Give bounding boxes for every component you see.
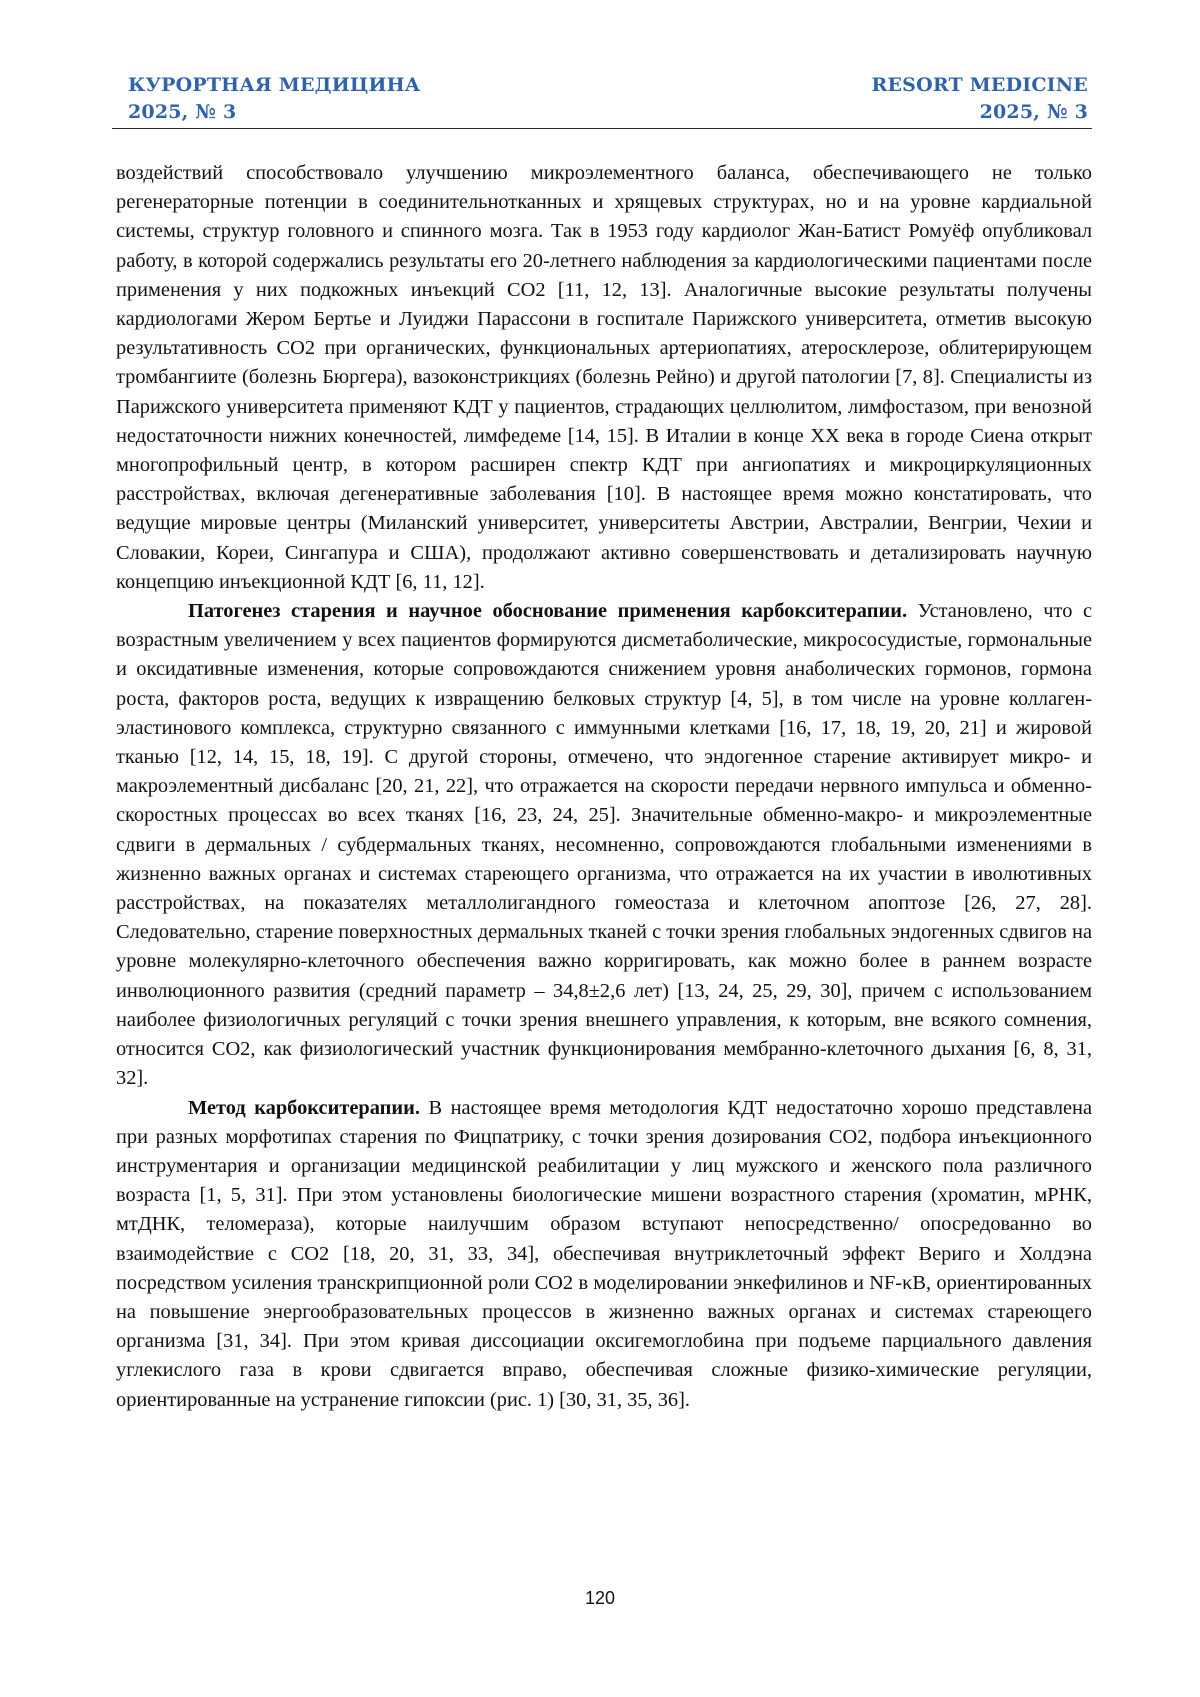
page-number: 120 (584, 1588, 616, 1608)
paragraph-method-text: В настоящее время методология КДТ недостаточно хорошо представлена при разных морфотипах старения по Фицпатрику, с точки зрения дозирования СО2, подбора инъекционного инструментария и организации медицинской реабилитации у лиц мужского и женского пола различного возраста [1, 5, 31]. При этом установлены биологические мишени возрастного старения (хроматин, мРНК, мтДНК, теломераза), которые наилучшим образом вступают непосредственно/ опосредованно во взаимодействие с СО2 [18, 20, 31, 33, 34], обеспечивая внутриклеточный эффект Вериго и Холдэна посредством усиления транскрипционной роли СО2 в моделировании энкефилинов и NF-κB, ориентированных на повышение энергообразовательных процессов в жизненно важных органах и системах стареющего организма [31, 34]. При этом кривая диссоциации оксигемоглобина при подъеме парциального давления углекислого газа в крови сдвигается вправо, обеспечивая сложные физико-химические регуляции, ориентированные на устранение гипоксии (рис. 1) [30, 31, 35, 36]. (116, 1096, 1093, 1411)
issue-number-en: 2025, № 3 (979, 101, 1088, 123)
running-header (112, 72, 1092, 129)
paragraph-pathogenesis-text: Установлено, что с возрастным увеличением у всех пациентов формируются дисметаболические, микрососудистые, гормональные и оксидативные изменения, которые сопровождаются снижением уровня анаболических гормонов, гормона роста, факторов роста, ведущих к извращению белковых структур [4, 5], в том числе на уровне коллаген-эластинового комплекса, структурно связанного с иммунными клетками [16, 17, 18, 19, 20, 21] и жировой тканью [12, 14, 15, 18, 19]. С другой стороны, отмечено, что эндогенное старение активирует микро- и макроэлементный дисбаланс [20, 21, 22], что отражается на скорости передачи нервного импульса и обменно-скоростных процессах во всех тканях [16, 23, 24, 25]. Значительные обменно-макро- и микроэлементные сдвиги в дермальных / субдермальных тканях, несомненно, сопровождаются глобальными изменениями в жизненно важных органах и системах стареющего организма, что отражается на их участии в иволютивных расстройствах, на показателях металлолигандного гомеостаза и клеточном апоптозе [26, 27, 28]. Следовательно, старение поверхностных дермальных тканей с точки зрения глобальных эндогенных сдвигов на уровне молекулярно-клеточного обеспечения важно корригировать, как можно более в раннем возрасте инволюционного развития (средний параметр – 34,8±2,6 лет) [13, 24, 25, 29, 30], причем с использованием наиболее физиологичных регуляций с точки зрения внешнего управления, к которым, вне всякого сомнения, относится СО2, как физиологический участник функционирования мембранно-клеточного дыхания [6, 8, 31, 32]. (116, 600, 1092, 1090)
issue-number-ru: 2025, № 3 (128, 101, 237, 123)
paragraph-method (116, 1094, 1092, 1415)
paragraph-pathogenesis (116, 597, 1092, 1093)
article-body (116, 159, 1092, 1415)
header-right (872, 72, 1089, 126)
section-heading-pathogenesis: Патогенез старения и научное обоснование применения карбокситерапии. (188, 600, 908, 623)
journal-title-en: RESORT MEDICINE (871, 74, 1088, 96)
header-left (128, 72, 420, 126)
journal-title-ru: КУРОРТНАЯ МЕДИЦИНА (128, 74, 421, 96)
paragraph-history: воздействий способствовало улучшению микроэлементного баланса, обеспечивающего не только регенераторные потенции в соединительнотканных и хрящевых структурах, но и на уровне кардиальной системы, структур головного и спинного мозга. Так в 1953 году кардиолог Жан-Батист Ромуёф опубликовал работу, в которой содержались результаты его 20-летнего наблюдения за кардиологическими пациентами после применения у них подкожных инъекций СО2 [11, 12, 13]. Аналогичные высокие результаты получены кардиологами Жером Бертье и Луиджи Парассони в госпитале Парижского университета, отметив высокую результативность СО2 при органических, функциональных артериопатиях, атеросклерозе, облитерирующем тромбангиите (болезнь Бюргера), вазоконстрикциях (болезнь Рейно) и другой патологии [7, 8]. Специалисты из Парижского университета применяют КДТ у пациентов, страдающих целлюлитом, лимфостазом, при венозной недостаточности нижних конечностей, лимфедеме [14, 15]. В Италии в конце ХХ века в городе Сиена открыт многопрофильный центр, в котором расширен спектр КДТ при ангиопатиях и микроциркуляционных расстройствах, включая дегенеративные заболевания [10]. В настоящее время можно констатировать, что ведущие мировые центры (Миланский университет, университеты Австрии, Австралии, Венгрии, Чехии и Словакии, Кореи, Сингапура и США), продолжают активно совершенствовать и детализировать научную концепцию инъекционной КДТ [6, 11, 12]. (116, 162, 1092, 593)
section-heading-method: Метод карбокситерапии. (188, 1096, 421, 1119)
